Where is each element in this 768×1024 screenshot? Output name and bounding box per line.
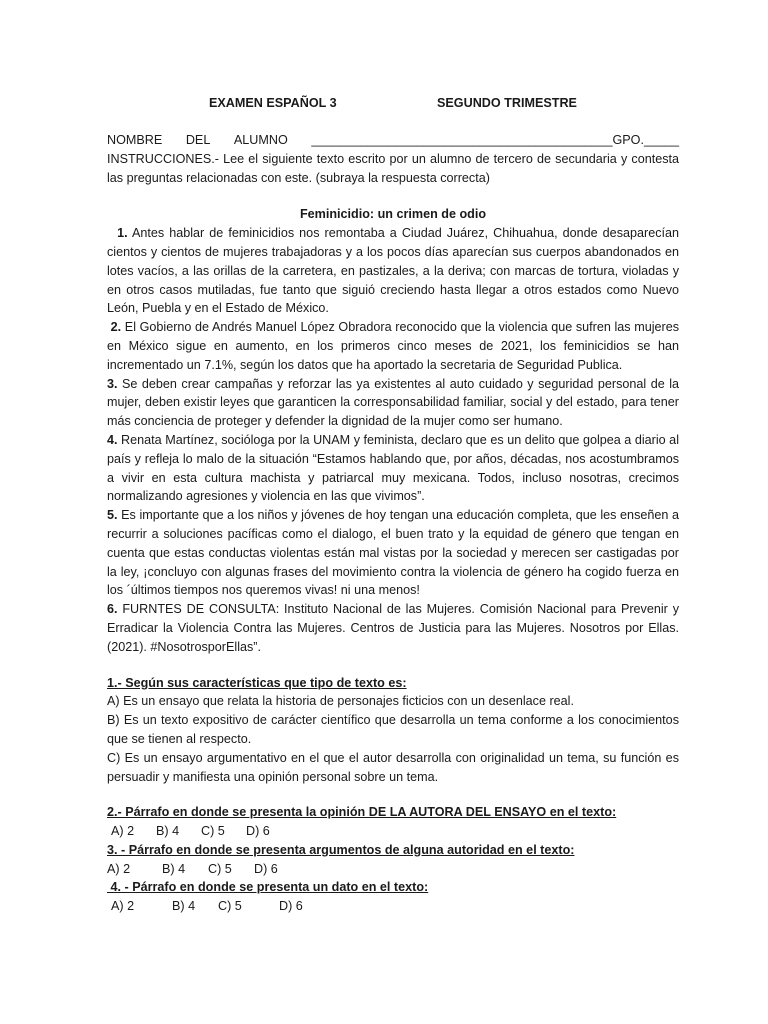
- exam-term: SEGUNDO TRIMESTRE: [437, 96, 577, 110]
- question-2-option-c[interactable]: C) 5: [201, 824, 225, 839]
- paragraph-text: Es importante que a los niños y jóvenes de hoy tengan una educación completa, que les enseñen a recurrir a soluciones pacíficas como el dialogo, el buen trato y la equidad de género que tengan en cuenta que estas conductas violentas están mal vistas por la sociedad y merecen ser castigadas por la ley, ¡concluyo con algunas frases del movimiento contra la violencia de género ha cogido fuerza en los ´últimos tiempos nos queremos vivas! ni una menos!: [107, 508, 679, 598]
- paragraph-number: 3.: [107, 376, 118, 391]
- question-3-title: 3. - Párrafo en donde se presenta argumentos de alguna autoridad en el texto:: [107, 842, 575, 857]
- question-3-option-d[interactable]: D) 6: [254, 861, 278, 876]
- paragraph-number: 2.: [110, 320, 122, 335]
- instructions: INSTRUCCIONES.- Lee el siguiente texto escrito por un alumno de tercero de secundaria y contesta las preguntas relacionadas con este. (subraya la respuesta correcta): [107, 151, 679, 185]
- question-4-options: [107, 897, 679, 916]
- essay-title: Feminicidio: un crimen de odio: [299, 207, 487, 222]
- paragraph-text: El Gobierno de Andrés Manuel López Obradora reconocido que la violencia que sufren las mujeres en México sigue en aumento, en los primeros cinco meses de 2021, los feminicidios se han incrementado un 7.1%, según los datos que ha aportado la secretaria de Seguridad Publica.: [107, 320, 680, 372]
- question-3-option-b[interactable]: B) 4: [162, 861, 186, 876]
- essay-paragraph-2: [107, 318, 679, 374]
- question-1-option-a[interactable]: A) Es un ensayo que relata la historia de personajes ficticios con un desenlace real.: [107, 694, 574, 709]
- essay-paragraph-5: [107, 506, 679, 600]
- name-label-word-1: NOMBRE: [107, 133, 163, 147]
- question-3-option-a[interactable]: A) 2: [107, 861, 131, 876]
- question-2-title: 2.- Párrafo en donde se presenta la opinión DE LA AUTORA DEL ENSAYO en el texto:: [107, 805, 617, 820]
- question-3-options: [107, 860, 679, 879]
- question-4-option-d[interactable]: D) 6: [279, 899, 303, 914]
- paragraph-number: 5.: [107, 508, 118, 523]
- question-4-option-c[interactable]: C) 5: [218, 899, 242, 914]
- paragraph-text: FURNTES DE CONSULTA: Instituto Nacional de las Mujeres. Comisión Nacional para Prevenir y Erradicar la Violencia Contra las Mujeres. Centros de Justicia para las Mujeres. Nosotros por Ellas. (2021). #NosotrosporEllas”.: [107, 602, 679, 654]
- paragraph-number: 1.: [117, 226, 128, 241]
- name-label-word-3: ALUMNO: [233, 133, 288, 147]
- question-1-option-c[interactable]: C) Es un ensayo argumentativo en el que el autor desarrolla con originalidad un tema, su función es persuadir y manifiesta una opinión personal sobre un tema.: [107, 750, 679, 784]
- essay-paragraph-6: [107, 600, 679, 656]
- paragraph-number: 4.: [107, 432, 118, 447]
- essay-paragraph-1: [107, 224, 679, 318]
- question-1-title: 1.- Según sus características que tipo de texto es:: [107, 675, 407, 690]
- essay-paragraph-3: [107, 375, 679, 431]
- student-name-row: [107, 131, 679, 150]
- question-2-option-d[interactable]: D) 6: [246, 824, 270, 839]
- paragraph-text: Renata Martínez, socióloga por la UNAM y feminista, declaro que es un delito que golpea a diario al país y refleja lo malo de la situación “Estamos hablando que, por años, décadas, nos acostumbramos a vivir en esta cultura machista y patriarcal muy mexicana. Todos, incluso nosotras, crecimos normalizando agresiones y violencia en las que vivimos”.: [107, 432, 679, 504]
- question-2-option-b[interactable]: B) 4: [156, 824, 180, 839]
- question-1-option-b[interactable]: B) Es un texto expositivo de carácter científico que desarrolla un tema conforme a los conocimientos que se tienen al respecto.: [107, 713, 679, 746]
- question-2-options: [107, 822, 679, 841]
- question-3-option-c[interactable]: C) 5: [208, 861, 232, 876]
- exam-page: [107, 94, 679, 916]
- question-4-option-a[interactable]: A) 2: [111, 899, 135, 914]
- paragraph-text: Antes hablar de feminicidios nos remontaba a Ciudad Juárez, Chihuahua, donde desaparecían cientos y cientos de mujeres trabajadoras y a los pocos días aparecían sus cuerpos abandonados en lotes vacíos, a las orillas de la carretera, en pastizales, a la deriva; con marcas de tortura, violadas y en otros casos mutiladas, fue tanto que siguió creciendo hasta llegar a otros estados como Nuevo León, Puebla y en el Estado de México.: [107, 226, 680, 316]
- question-4-title: 4. - Párrafo en donde se presenta un dato en el texto:: [107, 880, 429, 895]
- essay-paragraph-4: [107, 431, 679, 506]
- question-4-option-b[interactable]: B) 4: [172, 899, 196, 914]
- name-and-group-blank: ___________________________________________GPO._____: [311, 133, 679, 147]
- name-label-word-2: DEL: [185, 133, 211, 147]
- paragraph-number: 6.: [107, 602, 118, 617]
- exam-title: EXAMEN ESPAÑOL 3: [209, 96, 337, 110]
- paragraph-text: Se deben crear campañas y reforzar las ya existentes al auto cuidado y seguridad personal de la mujer, deben existir leyes que garanticen la corresponsabilidad familiar, social y del estado, para tener más conciencia de proteger y defender la dignidad de la mujer como ser humano.: [107, 376, 679, 429]
- exam-header: [107, 94, 679, 113]
- question-2-option-a[interactable]: A) 2: [111, 824, 135, 839]
